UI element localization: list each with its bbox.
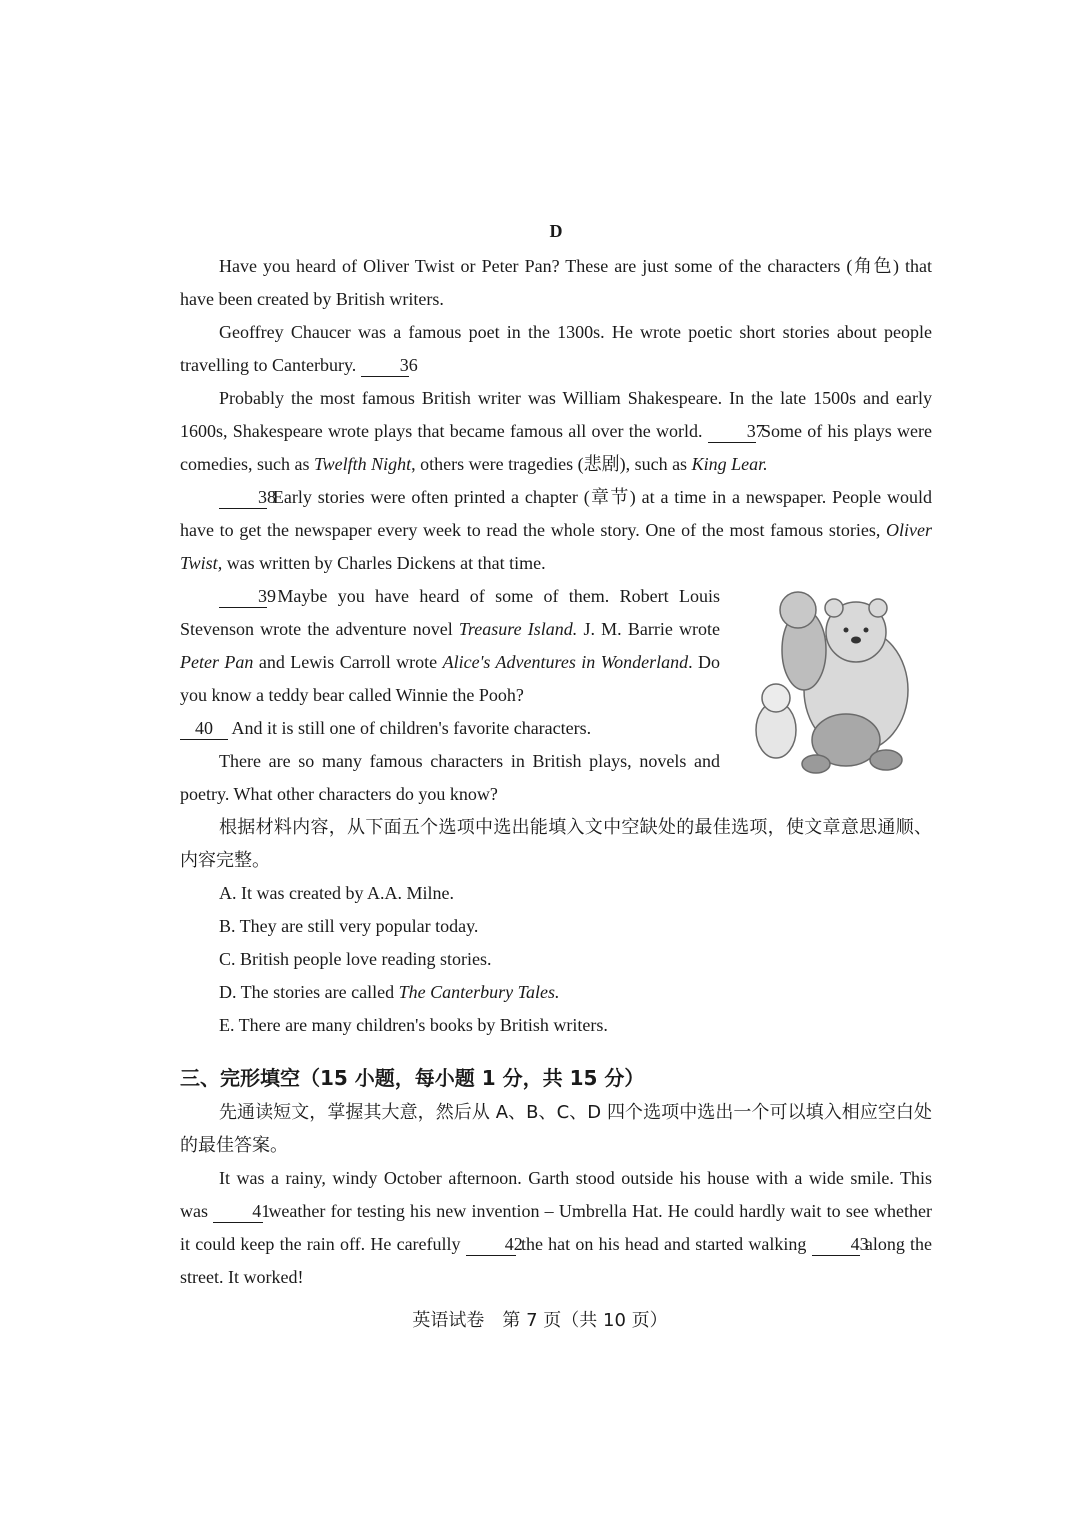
title-alice: Alice's Adventures in Wonderland [442,652,689,672]
paragraph-6-text: And it is still one of children's favorite characters. [231,718,592,738]
paragraph-4-text-a: Early stories were often printed a chapter (章节) at a time in a newspaper. People would have to get the newspaper every week to read the whole story. One of the most famous stories, [180,487,933,540]
blank-41: 41 [213,1200,263,1223]
blank-36: 36 [361,354,409,377]
title-peter-pan: Peter Pan [180,652,254,672]
cloze-text-2: weather for testing his new invention – Umbrella Hat. He could hardly wait to see whether it could keep the rain off. He carefully [180,1201,932,1254]
option-a: A. It was created by A.A. Milne. [219,883,454,903]
title-canterbury-tales: The Canterbury Tales. [398,982,560,1002]
blank-42: 42 [466,1233,516,1256]
blank-38: 38 [219,486,267,509]
part3-instruction: 先通读短文，掌握其大意，然后从 A、B、C、D 四个选项中选出一个可以填入相应空白处的最佳答案。 [180,1102,932,1156]
option-e: E. There are many children's books by British writers. [219,1015,608,1035]
paragraph-5-text-a: Maybe you have heard of some of them. Robert Louis Stevenson wrote the adventure novel [180,586,720,639]
cloze-text-3: the hat on his head and started walking [520,1234,807,1254]
winnie-the-pooh-illustration [736,580,936,780]
section-label: D [549,221,563,241]
blank-43: 43 [812,1233,860,1256]
paragraph-4-text-b: was written by Charles Dickens at that time. [226,553,546,573]
option-c: C. British people love reading stories. [219,949,492,969]
part3-title: 三、完形填空（15 小题，每小题 1 分，共 15 分） [180,1066,645,1090]
paragraph-5-text-b: J. M. Barrie wrote [583,619,721,639]
paragraph-3 [180,382,932,481]
paragraph-3-text-c: , others were tragedies (悲剧), such as [411,454,688,474]
title-oliver-twist: Oliver Twist, [180,520,933,573]
blank-40: 40 [180,717,228,740]
paragraph-2-text: Geoffrey Chaucer was a famous poet in the 1300s. He wrote poetic short stories about people travelling to Canterbury. [180,322,932,375]
page-footer: 英语试卷 第 7 页（共 10 页） [412,1310,668,1331]
title-twelfth-night: Twelfth Night [313,454,412,474]
paragraph-2 [180,316,932,382]
paragraph-4 [180,481,932,580]
paragraph-5-text-d: . Do you know a teddy bear called Winnie the Pooh? [180,652,721,705]
title-king-lear: King Lear. [691,454,768,474]
paragraph-7: There are so many famous characters in British plays, novels and poetry. What other characters do you know? [180,751,720,804]
instruction-text: 根据材料内容，从下面五个选项中选出能填入文中空缺处的最佳选项，使文章意思通顺、内容完整。 [180,817,932,871]
cloze-text-1: It was a rainy, windy October afternoon. Garth stood outside his house with a wide smile. This was [180,1168,932,1221]
paragraph-5-text-c: and Lewis Carroll wrote [258,652,438,672]
cloze-passage [180,1162,932,1294]
title-treasure-island: Treasure Island. [458,619,578,639]
blank-39: 39 [219,585,267,608]
paragraph-3-text-a: Probably the most famous British writer was William Shakespeare. In the late 1500s and early 1600s, Shakespeare wrote plays that became famous all over the world. [180,388,932,441]
page-content [180,218,932,1294]
paragraph-1: Have you heard of Oliver Twist or Peter Pan? These are just some of the characters (角色) that have been created by British writers. [180,256,932,309]
illustration-wrap [180,580,932,811]
option-d [180,976,932,1009]
paragraph-3-text-b: Some of his plays were comedies, such as [180,421,933,474]
option-d-text: D. The stories are called [219,982,395,1002]
cloze-text-4: along the street. It worked! [180,1234,933,1287]
blank-37: 37 [708,420,756,443]
option-b: B. They are still very popular today. [219,916,479,936]
